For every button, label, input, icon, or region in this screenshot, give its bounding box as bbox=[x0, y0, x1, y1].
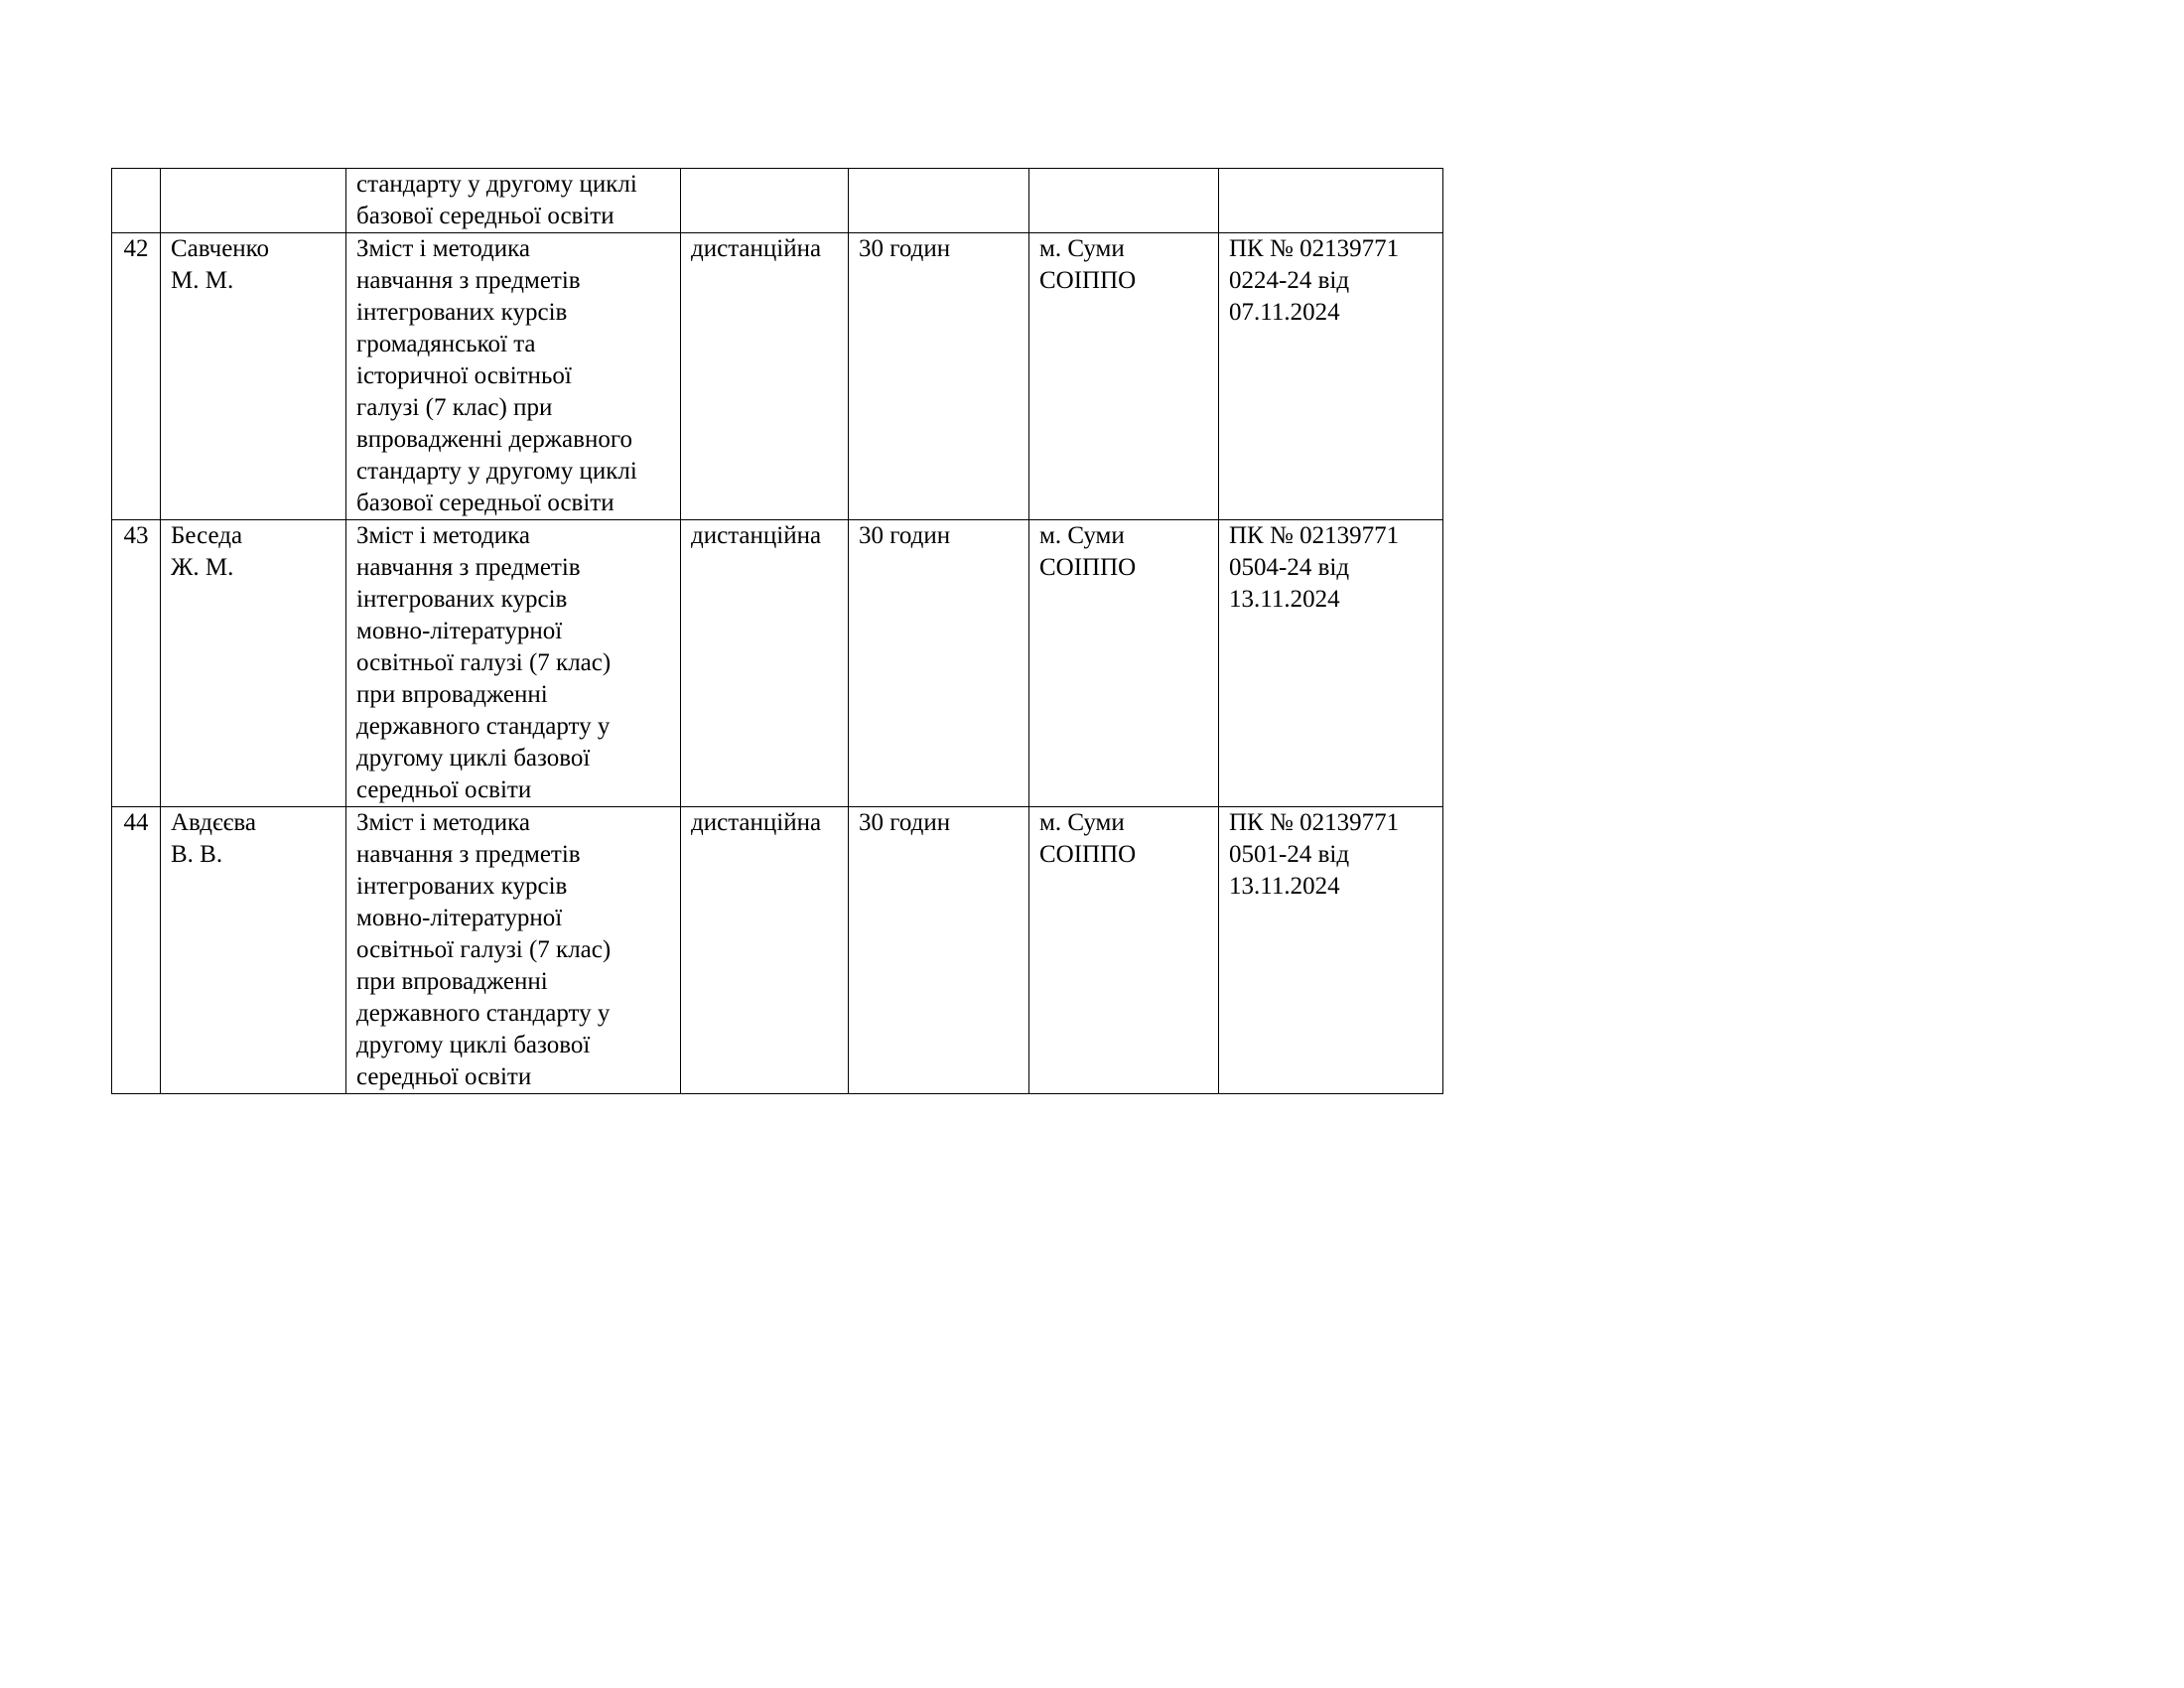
cell-place: м. Суми СОІППО bbox=[1029, 807, 1219, 1094]
table-row-continuation bbox=[112, 169, 1443, 233]
cell-hours: 30 годин bbox=[849, 233, 1029, 520]
table-row bbox=[112, 807, 1443, 1094]
cell-study-form: дистанційна bbox=[681, 520, 849, 807]
cell-certificate: ПК № 02139771 0501-24 від 13.11.2024 bbox=[1219, 807, 1443, 1094]
table-row bbox=[112, 520, 1443, 807]
cell-hours: 30 годин bbox=[849, 807, 1029, 1094]
cell-number: 42 bbox=[112, 233, 161, 520]
cell-number: 43 bbox=[112, 520, 161, 807]
cell-hours: 30 годин bbox=[849, 520, 1029, 807]
cell-study-form: дистанційна bbox=[681, 233, 849, 520]
cell-course-topic: Зміст і методика навчання з предметів інтегрованих курсів громадянської та історичної освітньої галузі (7 клас) при впровадженні державного стандарту у другому циклі базової середньої освіти bbox=[346, 233, 681, 520]
cell-name: Савченко М. М. bbox=[161, 233, 346, 520]
cell-certificate: ПК № 02139771 0504-24 від 13.11.2024 bbox=[1219, 520, 1443, 807]
cell-certificate: ПК № 02139771 0224-24 від 07.11.2024 bbox=[1219, 233, 1443, 520]
cell-place: м. Суми СОІППО bbox=[1029, 233, 1219, 520]
cell-number: 44 bbox=[112, 807, 161, 1094]
cell-study-form: дистанційна bbox=[681, 807, 849, 1094]
cell-name: Авдєєва В. В. bbox=[161, 807, 346, 1094]
cell-place: м. Суми СОІППО bbox=[1029, 520, 1219, 807]
cell-place bbox=[1029, 169, 1219, 233]
cell-name bbox=[161, 169, 346, 233]
document-page bbox=[0, 0, 1541, 1192]
cell-course-topic: стандарту у другому циклі базової середньої освіти bbox=[346, 169, 681, 233]
cell-number bbox=[112, 169, 161, 233]
training-records-table bbox=[111, 168, 1443, 1094]
table-row bbox=[112, 233, 1443, 520]
cell-hours bbox=[849, 169, 1029, 233]
cell-course-topic: Зміст і методика навчання з предметів інтегрованих курсів мовно-літературної освітньої галузі (7 клас) при впровадженні державного стандарту у другому циклі базової середньої освіти bbox=[346, 520, 681, 807]
cell-name: Беседа Ж. М. bbox=[161, 520, 346, 807]
cell-certificate bbox=[1219, 169, 1443, 233]
cell-study-form bbox=[681, 169, 849, 233]
cell-course-topic: Зміст і методика навчання з предметів інтегрованих курсів мовно-літературної освітньої галузі (7 клас) при впровадженні державного стандарту у другому циклі базової середньої освіти bbox=[346, 807, 681, 1094]
